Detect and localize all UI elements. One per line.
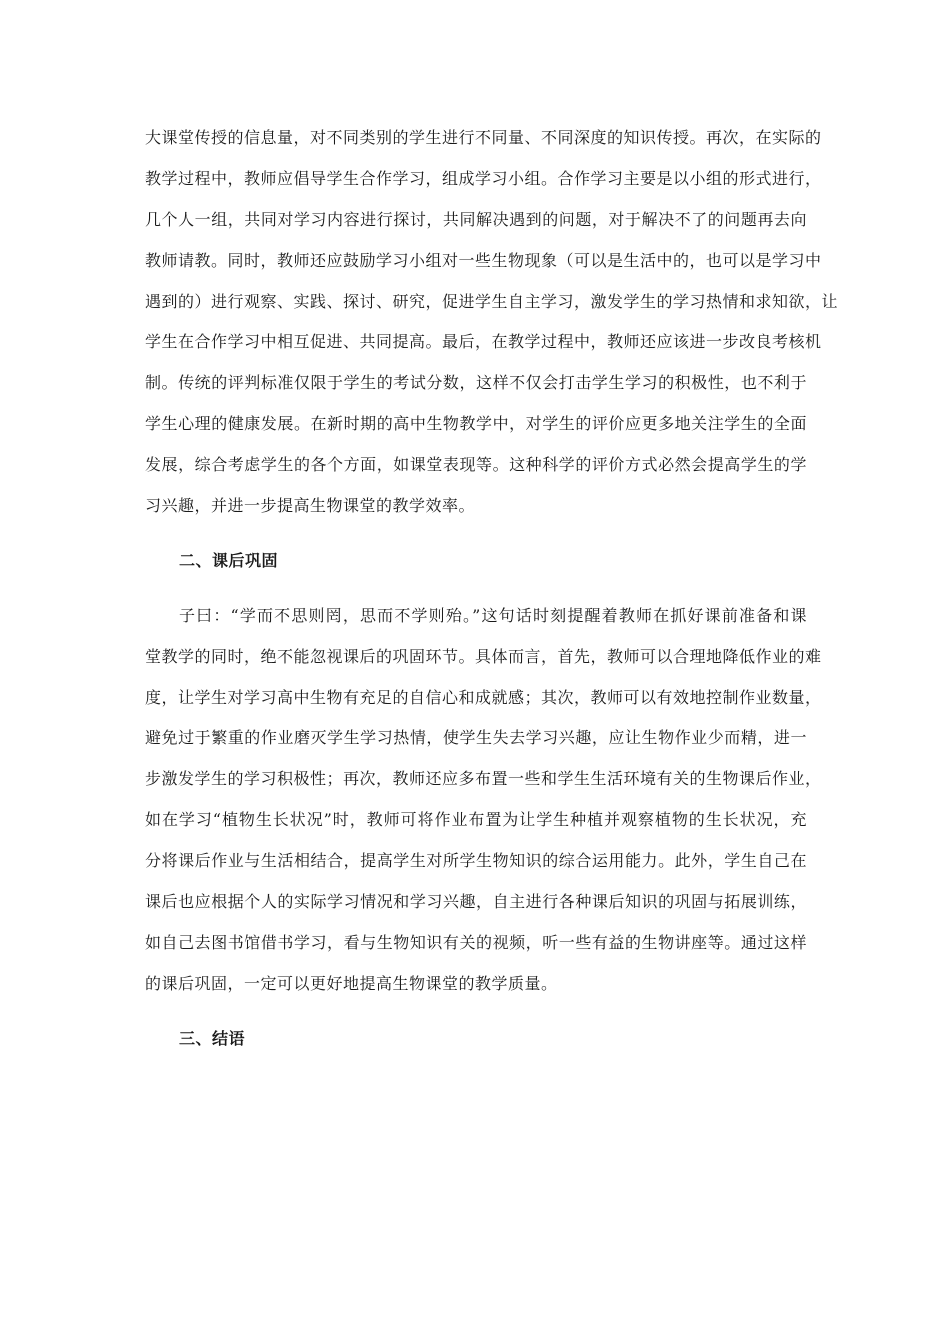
paragraph-line: 学生在合作学习中相互促进、共同提高。最后，在教学过程中，教师还应该进一步改良考核机 [145, 332, 822, 352]
section-heading-2: 二、课后巩固 [179, 550, 279, 570]
paragraph-line: 子曰：“学而不思则罔，思而不学则殆。”这句话时刻提醒着教师在抓好课前准备和课 [179, 605, 807, 625]
paragraph-line: 步激发学生的学习积极性；再次，教师还应多布置一些和学生生活环境有关的生物课后作业， [145, 769, 822, 789]
paragraph-line: 习兴趣，并进一步提高生物课堂的教学效率。 [145, 496, 476, 516]
paragraph-line: 发展，综合考虑学生的各个方面，如课堂表现等。这种科学的评价方式必然会提高学生的学 [145, 455, 807, 475]
paragraph-line: 堂教学的同时，绝不能忽视课后的巩固环节。具体而言，首先，教师可以合理地降低作业的难 [145, 646, 822, 666]
paragraph-line: 如在学习“植物生长状况”时，教师可将作业布置为让学生种植并观察植物的生长状况，充 [145, 810, 807, 830]
paragraph-line: 学生心理的健康发展。在新时期的高中生物教学中，对学生的评价应更多地关注学生的全面 [145, 414, 807, 434]
paragraph-line: 分将课后作业与生活相结合，提高学生对所学生物知识的综合运用能力。此外，学生自己在 [145, 851, 807, 871]
paragraph-line: 如自己去图书馆借书学习，看与生物知识有关的视频，听一些有益的生物讲座等。通过这样 [145, 932, 807, 952]
paragraph-line: 度，让学生对学习高中生物有充足的自信心和成就感；其次，教师可以有效地控制作业数量， [145, 687, 822, 707]
document-page [145, 118, 839, 1074]
paragraph-line: 教学过程中，教师应倡导学生合作学习，组成学习小组。合作学习主要是以小组的形式进行， [145, 168, 822, 188]
paragraph-line: 教师请教。同时，教师还应鼓励学习小组对一些生物现象（可以是生活中的，也可以是学习中 [145, 250, 822, 270]
paragraph-line: 遇到的）进行观察、实践、探讨、研究，促进学生自主学习，激发学生的学习热情和求知欲，让 [145, 291, 839, 311]
paragraph-line: 几个人一组，共同对学习内容进行探讨，共同解决遇到的问题，对于解决不了的问题再去向 [145, 209, 807, 229]
paragraph-line: 的课后巩固，一定可以更好地提高生物课堂的教学质量。 [145, 973, 558, 993]
paragraph-line: 避免过于繁重的作业磨灭学生学习热情，使学生失去学习兴趣，应让生物作业少而精，进一 [145, 728, 807, 748]
paragraph-line: 制。传统的评判标准仅限于学生的考试分数，这样不仅会打击学生学习的积极性，也不利于 [145, 373, 807, 393]
paragraph-line: 大课堂传授的信息量，对不同类别的学生进行不同量、不同深度的知识传授。再次，在实际的 [145, 128, 822, 147]
section-heading-3: 三、结语 [179, 1028, 246, 1048]
paragraph-1 [145, 118, 839, 527]
paragraph-line: 课后也应根据个人的实际学习情况和学习兴趣，自主进行各种课后知识的巩固与拓展训练， [145, 892, 807, 912]
paragraph-2 [145, 596, 822, 1005]
